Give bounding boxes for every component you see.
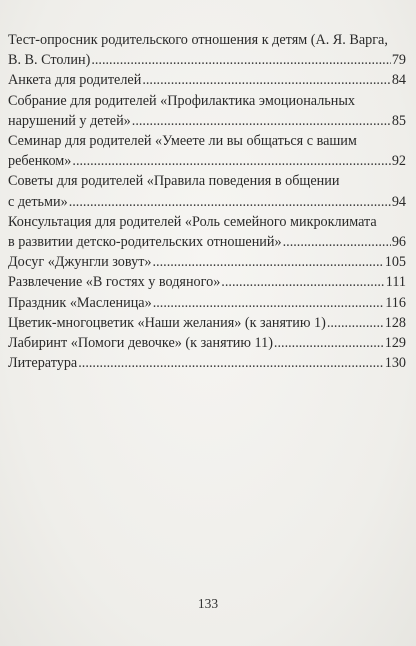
toc-entry xyxy=(8,70,406,90)
dot-leader xyxy=(221,272,384,292)
toc-entry-title-line: Советы для родителей «Правила поведения в общении xyxy=(8,173,340,190)
toc-entry-title-line: Консультация для родителей «Роль семейного микроклимата xyxy=(8,213,377,230)
dot-leader xyxy=(132,111,391,131)
dot-leader xyxy=(142,70,390,90)
toc-entry-title-line: Праздник «Масленица» xyxy=(8,294,152,311)
toc-entry-title-line: Цветик-многоцветик «Наши желания» (к занятию 1) xyxy=(8,314,326,331)
toc-entry-page-number: 79 xyxy=(391,52,406,69)
toc-entry-title-line: Семинар для родителей «Умеете ли вы общаться с вашим xyxy=(8,133,357,150)
toc-entry-page-number: 128 xyxy=(384,314,406,331)
dot-leader xyxy=(327,313,384,333)
toc-entry-title-line: нарушений у детей» xyxy=(8,112,131,129)
toc-entry xyxy=(8,131,406,171)
table-of-contents xyxy=(8,30,406,373)
toc-entry xyxy=(8,30,406,70)
toc-entry-page-number: 116 xyxy=(385,294,406,311)
toc-entry-page-number: 111 xyxy=(385,274,406,291)
toc-entry-title-line: Анкета для родителей xyxy=(8,72,142,89)
toc-entry-title-line: Развлечение «В гостях у водяного» xyxy=(8,274,221,291)
toc-entry xyxy=(8,252,406,272)
toc-entry-page-number: 85 xyxy=(391,112,406,129)
dot-leader xyxy=(283,232,391,252)
dot-leader xyxy=(153,293,385,313)
page-number: 133 xyxy=(197,596,219,611)
toc-entry-title-line: Литература xyxy=(8,355,78,372)
toc-entry-page-number: 105 xyxy=(384,254,406,271)
toc-entry xyxy=(8,212,406,252)
toc-entry xyxy=(8,171,406,211)
toc-entry xyxy=(8,313,406,333)
dot-leader xyxy=(274,333,384,353)
dot-leader xyxy=(69,192,391,212)
toc-entry xyxy=(8,293,406,313)
toc-entry-title-line: ребенком» xyxy=(8,153,72,170)
toc-entry-title-line: в развитии детско-родительских отношений» xyxy=(8,234,282,251)
dot-leader xyxy=(78,353,383,373)
dot-leader xyxy=(153,252,384,272)
dot-leader xyxy=(72,151,390,171)
toc-entry-title-line: с детьми» xyxy=(8,193,68,210)
toc-entry xyxy=(8,91,406,131)
toc-entry-page-number: 92 xyxy=(391,153,406,170)
toc-entry-page-number: 129 xyxy=(384,335,406,352)
toc-entry-title-line: Досуг «Джунгли зовут» xyxy=(8,254,152,271)
toc-entry-title-line: В. В. Столин) xyxy=(8,52,91,69)
toc-entry-title-line: Тест-опросник родительского отношения к детям (А. Я. Варга, xyxy=(8,32,388,48)
toc-entry-page-number: 130 xyxy=(384,355,406,372)
dot-leader xyxy=(91,50,391,70)
toc-entry xyxy=(8,353,406,373)
toc-entry xyxy=(8,333,406,353)
toc-entry xyxy=(8,272,406,292)
toc-entry-page-number: 84 xyxy=(391,72,406,89)
toc-entry-page-number: 94 xyxy=(391,193,406,210)
toc-entry-title-line: Собрание для родителей «Профилактика эмоциональных xyxy=(8,92,355,109)
toc-entry-page-number: 96 xyxy=(391,234,406,251)
toc-entry-title-line: Лабиринт «Помоги девочке» (к занятию 11) xyxy=(8,335,273,352)
